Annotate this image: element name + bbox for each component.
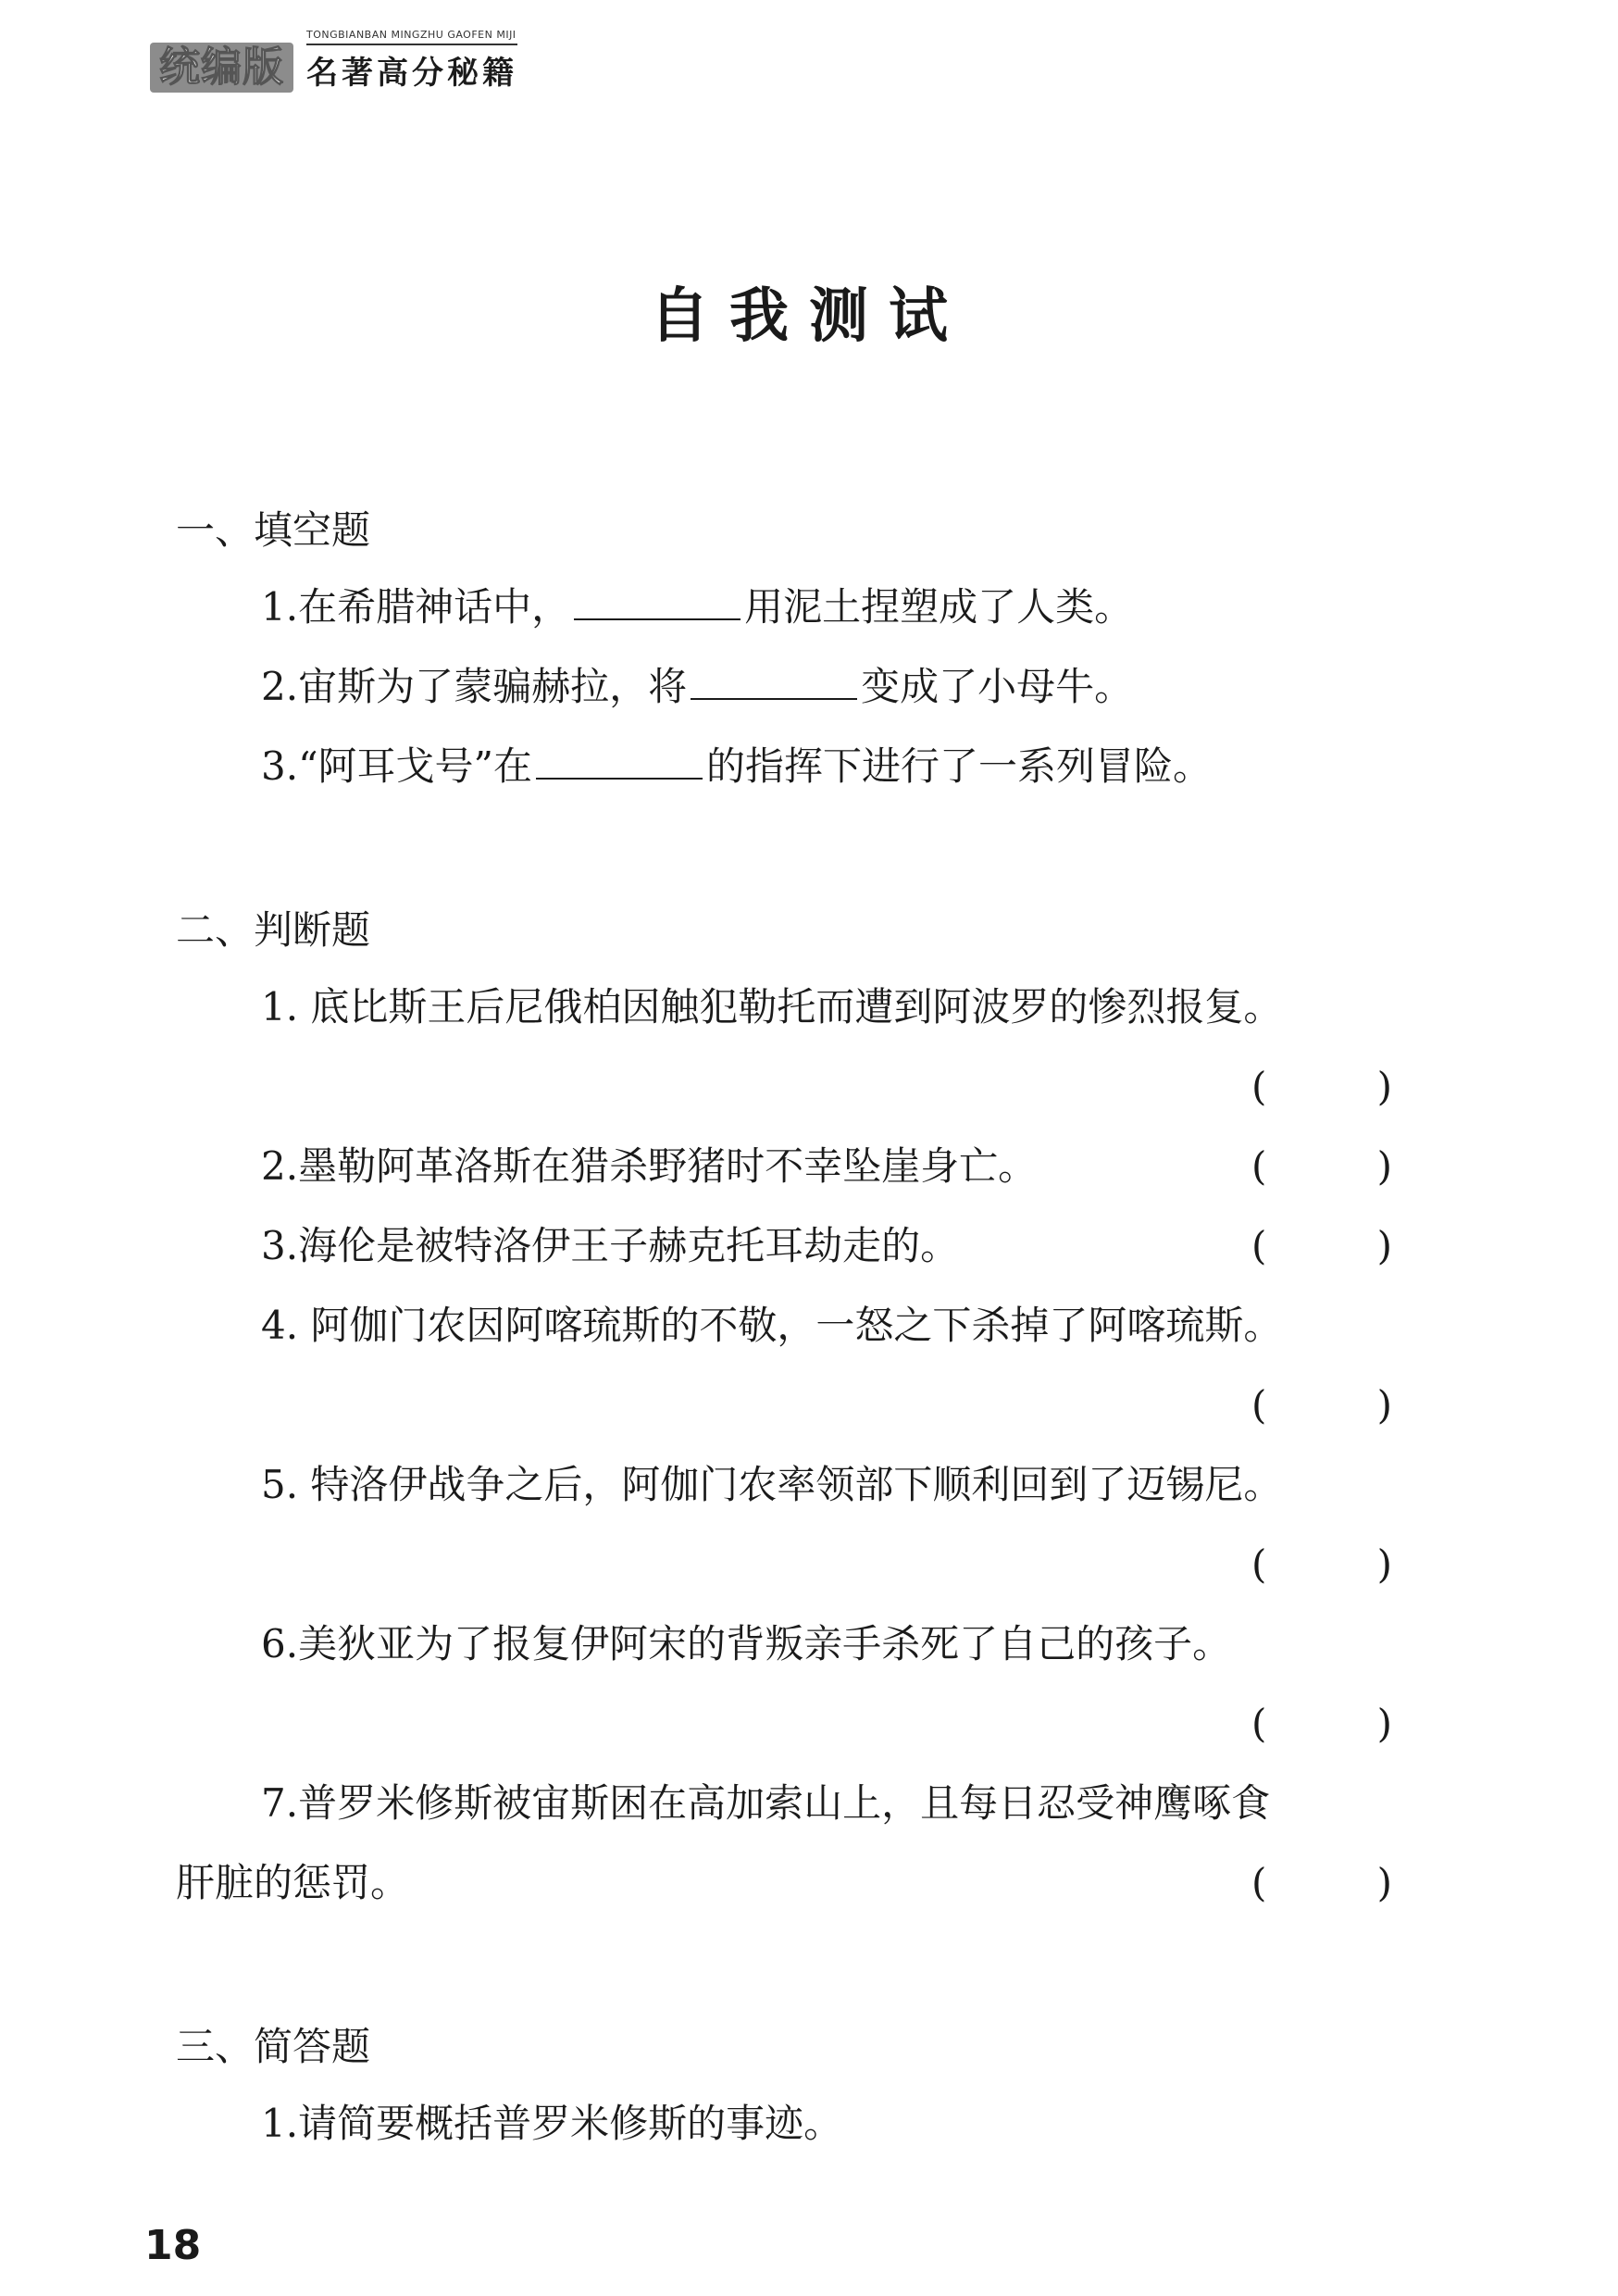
paren-open: ( — [1251, 1860, 1267, 1905]
header-title: 名著高分秘籍 — [306, 55, 517, 92]
judge-question-7-line-2: 肝脏的惩罚。 — [176, 1860, 410, 1905]
paren-close: ) — [1376, 1143, 1392, 1189]
answer-paren-7[interactable] — [1251, 1857, 1392, 1909]
judge-question-1: 1. 底比斯王后尼俄柏因触犯勒托而遭到阿波罗的惨烈报复。 — [261, 984, 1283, 1029]
judge-question-3: 3.海伦是被特洛伊王子赫克托耳劫走的。 — [261, 1223, 960, 1268]
answer-blank-2[interactable] — [691, 661, 857, 700]
answer-paren-4[interactable] — [1251, 1379, 1392, 1431]
answer-paren-6[interactable] — [1251, 1698, 1392, 1750]
judge-question-7-line-1: 7.普罗米修斯被宙斯困在高加索山上，且每日忍受神鹰啄食 — [261, 1780, 1271, 1826]
paren-close: ) — [1376, 1064, 1392, 1109]
judge-question-5: 5. 特洛伊战争之后，阿伽门农率领部下顺利回到了迈锡尼。 — [261, 1462, 1283, 1507]
section-heading-short: 三、简答题 — [176, 2024, 371, 2069]
fill-q1-after: 用泥土捏塑成了人类。 — [744, 584, 1134, 630]
fill-q3-before: 3.“阿耳戈号”在 — [261, 743, 533, 789]
paren-open: ( — [1251, 1701, 1267, 1746]
answer-blank-3[interactable] — [536, 741, 703, 780]
fill-question-2 — [261, 661, 1133, 713]
answer-paren-2[interactable] — [1251, 1141, 1392, 1192]
paren-open: ( — [1251, 1382, 1267, 1428]
paren-open: ( — [1251, 1064, 1267, 1109]
header-right — [306, 29, 517, 93]
judge-question-4: 4. 阿伽门农因阿喀琉斯的不敬，一怒之下杀掉了阿喀琉斯。 — [261, 1303, 1283, 1348]
fill-q3-after: 的指挥下进行了一系列冒险。 — [706, 743, 1213, 789]
fill-q1-before: 1.在希腊神话中， — [261, 584, 571, 630]
answer-paren-5[interactable] — [1251, 1539, 1392, 1591]
page-title: 自我测试 — [650, 282, 968, 351]
paren-close: ) — [1376, 1382, 1392, 1428]
paren-open: ( — [1251, 1541, 1267, 1587]
short-question-1: 1.请简要概括普罗米修斯的事迹。 — [261, 2101, 843, 2146]
paren-close: ) — [1376, 1860, 1392, 1905]
answer-blank-1[interactable] — [574, 581, 741, 620]
fill-q2-after: 变成了小母牛。 — [861, 664, 1134, 709]
fill-question-3 — [261, 741, 1212, 792]
fill-question-1 — [261, 581, 1133, 633]
section-heading-judge: 二、判断题 — [176, 907, 371, 953]
judge-question-2: 2.墨勒阿革洛斯在猎杀野猪时不幸坠崖身亡。 — [261, 1143, 1038, 1189]
paren-close: ) — [1376, 1701, 1392, 1746]
paren-close: ) — [1376, 1541, 1392, 1587]
running-header — [150, 29, 517, 93]
answer-paren-1[interactable] — [1251, 1061, 1392, 1113]
paren-close: ) — [1376, 1223, 1392, 1268]
answer-paren-3[interactable] — [1251, 1220, 1392, 1272]
fill-q2-before: 2.宙斯为了蒙骗赫拉，将 — [261, 664, 688, 709]
paren-open: ( — [1251, 1143, 1267, 1189]
paren-open: ( — [1251, 1223, 1267, 1268]
section-heading-fill: 一、填空题 — [176, 507, 371, 553]
judge-question-6: 6.美狄亚为了报复伊阿宋的背叛亲手杀死了自己的孩子。 — [261, 1621, 1232, 1666]
brand-badge: 统编版 — [150, 43, 293, 93]
page-number: 18 — [144, 2222, 202, 2269]
header-pinyin: TONGBIANBAN MINGZHU GAOFEN MIJI — [306, 29, 517, 45]
